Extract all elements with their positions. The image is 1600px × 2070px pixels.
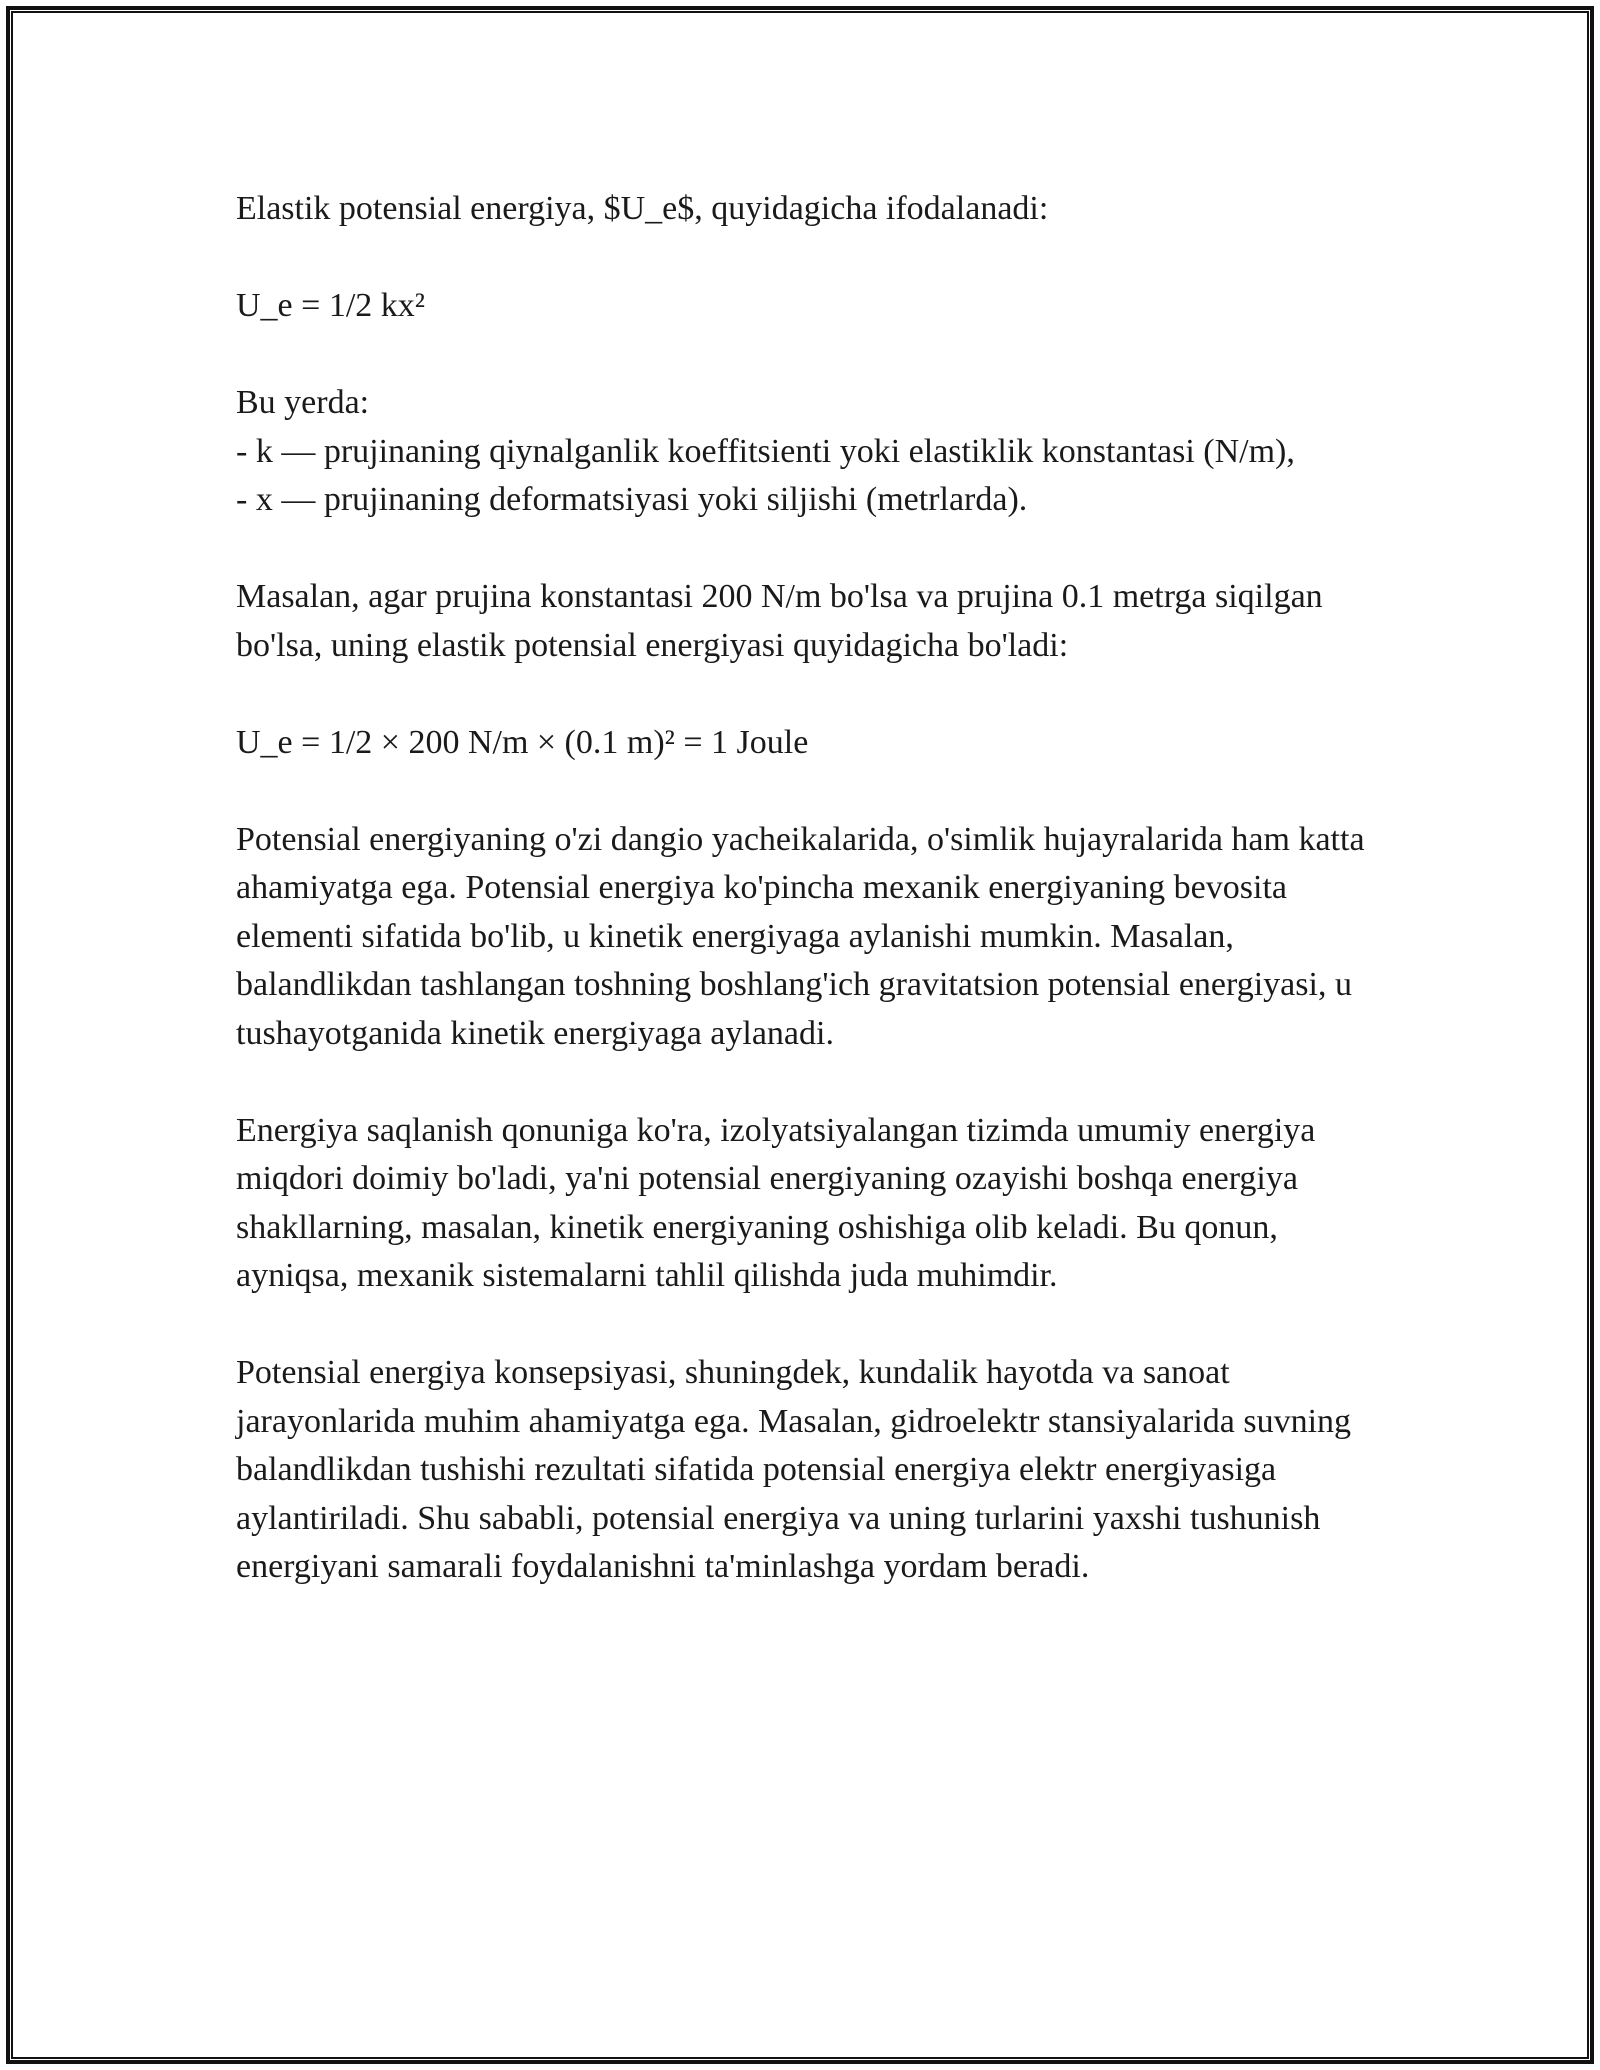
intro-paragraph: Elastik potensial energiya, $U_e$, quyidagicha ifodalanadi: [236, 190, 1049, 227]
definition-item-x: - x — prujinaning deformatsiyasi yoki siljishi (metrlarda). [236, 481, 1028, 518]
body-paragraph-3: Potensial energiya konsepsiyasi, shuningdek, kundalik hayotda va sanoat jarayonlarida muhim ahamiyatga ega. Masalan, gidroelektr stansiyalarida suvning balandlikdan tushishi rezultati sifatida potensial energiya elektr energiyasiga aylantiriladi. Shu sababli, potensial energiya va uning turlarini yaxshi tushunish energiyani samarali foydalanishni ta'minlashga yordam beradi. [236, 1354, 1352, 1585]
document-body [236, 185, 1386, 1592]
body-paragraph-1: Potensial energiyaning o'zi dangio yacheikalarida, o'simlik hujayralarida ham katta ahamiyatga ega. Potensial energiya ko'pincha mexanik energiyaning bevosita elementi sifatida bo'lib, u kinetik energiyaga aylanishi mumkin. Masalan, balandlikdan tashlangan toshning boshlang'ich gravitatsion potensial energiyasi, u tushayotganida kinetik energiyaga aylanadi. [236, 820, 1365, 1052]
definitions-block [236, 379, 1386, 525]
example-formula-line: U_e = 1/2 × 200 N/m × (0.1 m)² = 1 Joule [236, 723, 809, 761]
formula-line: U_e = 1/2 kx² [236, 287, 425, 324]
body-paragraph-2: Energiya saqlanish qonuniga ko'ra, izolyatsiyalangan tizimda umumiy energiya miqdori doimiy bo'ladi, ya'ni potensial energiyaning ozayishi boshqa energiya shakllarning, masalan, kinetik energiyaning oshishiga olib keladi. Bu qonun, ayniqsa, mexanik sistemalarni tahlil qilishda juda muhimdir. [236, 1111, 1316, 1294]
where-label: Bu yerda: [236, 384, 370, 421]
definition-item-k: - k — prujinaning qiynalganlik koeffitsienti yoki elastiklik konstantasi (N/m), [236, 432, 1295, 470]
example-paragraph: Masalan, agar prujina konstantasi 200 N/m bo'lsa va prujina 0.1 metrga siqilgan bo'lsa, uning elastik potensial energiyasi quyidagicha bo'ladi: [236, 578, 1323, 664]
